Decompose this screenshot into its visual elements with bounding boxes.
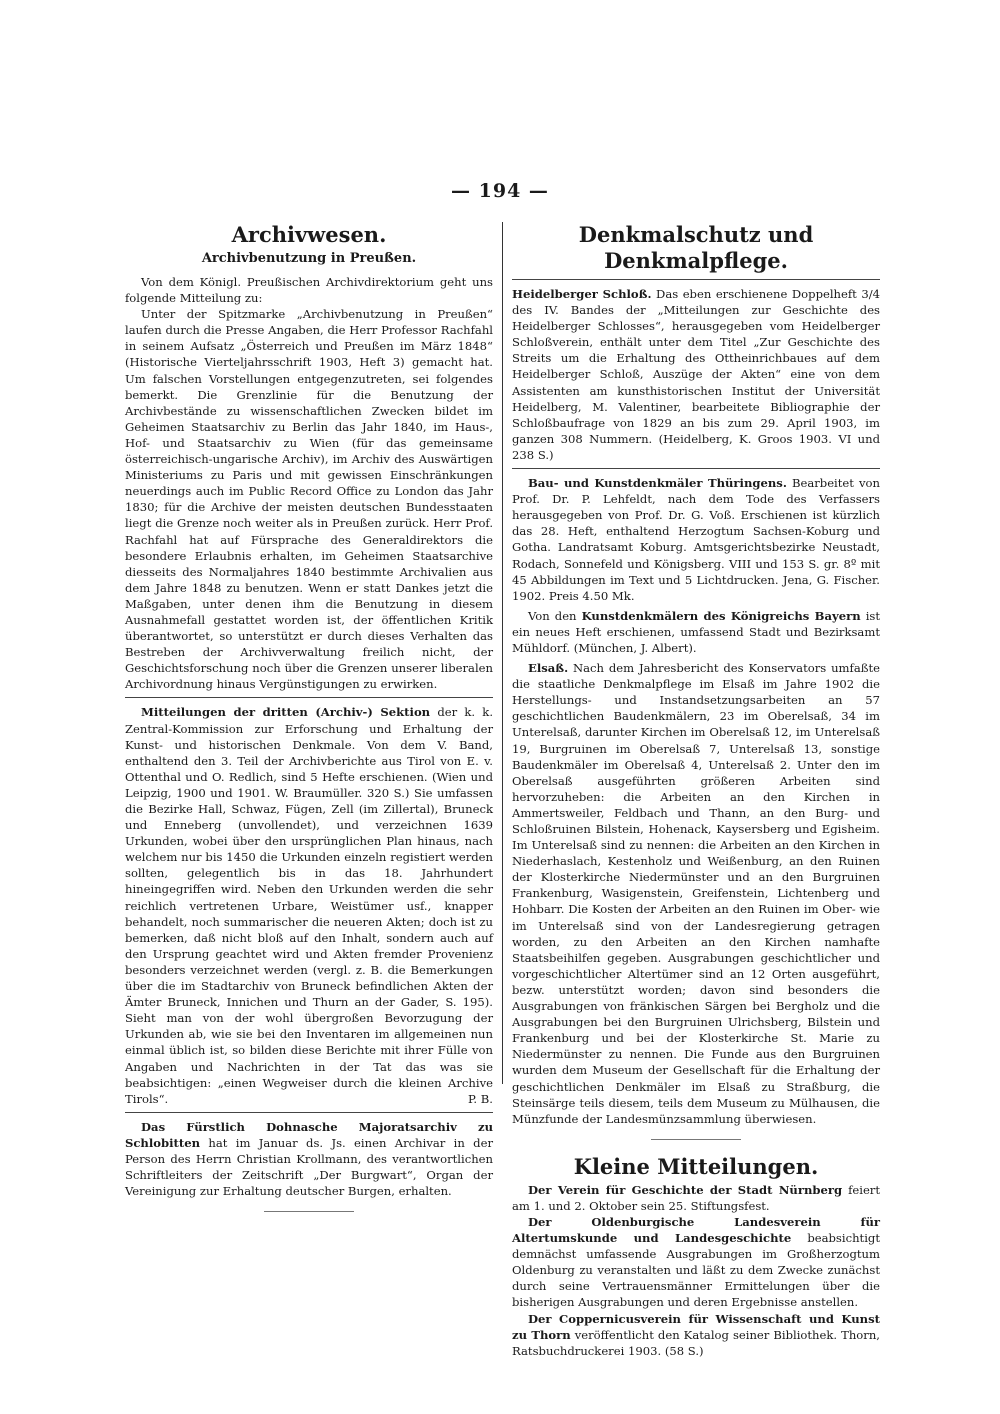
intro-paragraph: Von dem Königl. Preußischen Archivdirektorium geht uns folgende Mitteilung zu: [125, 275, 493, 306]
article-thorn [512, 1311, 880, 1359]
section-title-denkmalschutz: Denkmalschutz und Denkmalpflege. [578, 222, 814, 273]
article-heading: Kunstdenkmälern des Königreichs Bayern [581, 608, 861, 623]
article-text: ist ein neues Heft erschienen, umfassend Stadt und Bezirksamt Mühldorf. (München, J. Albert). [512, 608, 881, 655]
section-end-rule [651, 1139, 741, 1140]
right-column [512, 222, 880, 1359]
article-heading: Der Coppernicusverein für Wissenschaft und Kunst zu Thorn [512, 1311, 880, 1342]
divider [125, 697, 493, 698]
page-number: — 194 — [451, 180, 549, 202]
divider [512, 279, 880, 280]
left-column [125, 222, 493, 1226]
article-text: der k. k. Zentral-Kommission zur Erforschung und Erhaltung der Kunst- und historischen Denkmale. Von dem V. Band, enthaltend den 3. Teil der Archivberichte aus Tirol von E. v. Ottenthal und O. Redlich, sind 5 Hefte erschienen. (Wien und Leipzig, 1900 und 1901. W. Braumüller. 320 S.) Sie umfassen die Bezirke Hall, Schwaz, Fügen, Zell (im Zillertal), Bruneck und Enneberg (unvollendet), und verzeichnen 1639 Urkunden, wobei über den ursprünglichen Plan hinaus, nach welchem nur bis 1450 die Urkunden einzeln registiert werden sollten, gelegentlich bis in das 18. Jahrhundert hineingegriffen wird. Neben den Urkunden werden die sehr reichlich vertretenen Urbare, Weistümer usf., knapper behandelt, noch summarischer die neueren Akten; doch ist zu bemerken, daß nicht bloß auf den Inhalt, sondern auch auf den Ursprung geachtet wird und Akten fremder Provenienz besonders verzeichnet werden (vergl. z. B. die Bemerkungen über die im Stadtarchiv von Bruneck befindlichen Akten der Ämter Bruneck, Innichen und Thurn an der Gader, S. 195). Sieht man von der wohl übergroßen Bevorzugung der Urkunden ab, wie sie bei den Inventaren im allgemeinen nun einmal üblich ist, so bilden diese Berichte mit ihrer Fülle von Angaben und Nachrichten in der Tat das was sie beabsichtigen: „einen Wegweiser durch die kleinen Archive Tirols“. [125, 705, 493, 1106]
section-title-archivwesen: Archivwesen. [231, 222, 387, 247]
article-heading: Das Fürstlich Dohnasche Majoratsarchiv zu Schlobitten [125, 1119, 493, 1150]
article-dohna [125, 1119, 493, 1199]
end-rule [264, 1211, 354, 1212]
article-elsass [512, 660, 880, 1127]
article-heading: Bau- und Kunstdenkmäler Thüringens. [528, 476, 787, 491]
article-text: veröffentlicht den Katalog seiner Bibliothek. Thorn, Ratsbuchdruckerei 1903. (58 S.) [512, 1327, 880, 1358]
article-mitteilungen [125, 704, 493, 1106]
article-heidelberg [512, 286, 880, 463]
article-text: beabsichtigt demnächst umfassende Ausgrabungen im Großherzogtum Oldenburg zu veranstalten und läßt zu dem Zwecke zunächst durch seine Vertrauensmänner Ermittelungen über die bisherigen Ausgrabungen und deren Ergebnisse anstellen. [512, 1231, 880, 1310]
article-heading: Heidelberger Schloß. [512, 287, 652, 301]
subsection-title-archivbenutzung: Archivbenutzung in Preußen. [201, 251, 417, 266]
article-oldenburg [512, 1214, 880, 1311]
signature: P. B. [467, 1091, 493, 1106]
article-heading: Elsaß. [528, 661, 569, 676]
article-text: hat im Januar ds. Js. einen Archivar in der Person des Herrn Christian Krollmann, des verantwortlichen Schriftleiters der Zeitschrift „Der Burgwart“, Organ der Vereinigung zur Erhaltung deutscher Burgen, erhalten. [125, 1135, 494, 1199]
body-paragraph: Unter der Spitzmarke „Archivbenutzung in Preußen“ laufen durch die Presse Angaben, die Herr Professor Rachfahl in seinem Aufsatz „Österreich und Preußen im März 1848“ (Historische Vierteljahrsschrift 1903, Heft 3) gemacht hat. Um falschen Vorstellungen entgegenzutreten, sei folgendes bemerkt. Die Grenzlinie für die Benutzung der Archivbestände zu wissenschaftlichen Zwecken bildet im Geheimen Staatsarchiv zu Berlin das Jahr 1840, im Haus-, Hof- und Staatsarchiv zu Wien (für das gemeinsame österreichisch-ungarische Archiv), im Archiv des Auswärtigen Ministeriums zu Paris und mit gewissen Einschränkungen neuerdings auch im Public Record Office zu London das Jahr 1830; für die Archive der meisten deutschen Bundesstaaten liegt die Grenze noch weiter als in Preußen zurück. Herr Prof. Rachfahl hat auf Fürsprache des Generaldirektors die besondere Erlaubnis erhalten, im Geheimen Staatsarchive diesseits des Normaljahres 1840 bestimmte Archivalien aus dem Jahre 1848 zu benutzen. Wenn er statt Dankes jetzt die Maßgaben, unter denen ihm die Benutzung in diesem Ausnahmefall gestattet worden ist, der öffentlichen Kritik überantwortet, so unterstützt er durch dieses Verhalten das Bestreben der Archivverwaltung freilich nicht, der Geschichtsforschung noch über die Grenzen unserer liberalen Archivordnung hinaus Vergünstigungen zu erwirken. [125, 307, 493, 692]
article-nuernberg [512, 1182, 880, 1214]
article-text: Bearbeitet von Prof. Dr. P. Lehfeldt, nach dem Tode des Verfassers herausgegeben von Prof. Dr. G. Voß. Erschienen ist kürzlich das 28. Heft, enthaltend Herzogtum Sachsen-Koburg und Gotha. Landratsamt Koburg. Amtsgerichtsbezirke Neustadt, Rodach, Sonnefeld und Königsberg. VIII und 153 S. gr. 8º mit 45 Abbildungen im Text und 5 Lichtdrucken. Jena, G. Fischer. 1902. Preis 4.50 Mk. [512, 476, 881, 603]
article-thueringen [512, 475, 880, 604]
article-bayern [512, 608, 880, 656]
divider [125, 1112, 493, 1113]
article-text: Das eben erschienene Doppelheft 3/4 des IV. Bandes der „Mitteilungen zur Geschichte des Heidelberger Schlosses“, herausgegeben vom Heidelberger Schloßverein, enthält unter dem Titel „Zur Geschichte des Streits um die Erhaltung des Ottheinrichbaues auf dem Heidelberger Schloß, Auszüge der Akten“ eine von dem Assistenten am kunsthistorischen Institut der Universität Heidelberg, M. Valentiner, bearbeitete Bibliographie der Schloßbaufrage von 1829 an bis zum 29. April 1903, im ganzen 308 Nummern. (Heidelberg, K. Groos 1903. VI und 238 S.) [512, 287, 881, 462]
article-text-pre: Von den [528, 608, 577, 623]
article-heading: Der Verein für Geschichte der Stadt Nürnberg [528, 1182, 843, 1197]
article-text: Nach dem Jahresbericht des Konservators umfaßte die staatliche Denkmalpflege im Elsaß im Jahre 1902 die Herstellungs- und Instandsetzungsarbeiten an 57 geschichtlichen Baudenkmälern, 23 im Oberelsaß, 34 im Unterelsaß, darunter Kirchen im Oberelsaß 12, im Unterelsaß 19, Burgruinen im Oberelsaß 7, Unterelsaß 13, sonstige Baudenkmäler im Oberelsaß 4, Unterelsaß 2. Unter den im Oberelsaß ausgeführten größeren Arbeiten sind hervorzuheben: die Arbeiten an den Kirchen in Ammertsweiler, Feldbach und Thann, an den Burg- und Schloßruinen Bilstein, Hohenack, Kaysersberg und Egisheim. Im Unterelsaß sind zu nennen: die Arbeiten an den Kirchen in Niederhaslach, Kestenholz und Weißenburg, an den Ruinen der Klosterkirche Niedermünster und an den Burgruinen Frankenburg, Wasigenstein, Greifenstein, Lichtenberg und Hohbarr. Die Kosten der Arbeiten an den Ruinen im Ober- wie im Unterelsaß sind von der Landesregierung getragen worden, zu den Arbeiten an den Kirchen namhafte Staatsbeihilfen gegeben. Ausgrabungen geschichtlicher und vorgeschichtlicher Altertümer sind an 12 Orten ausgeführt, bezw. unterstützt worden; davon sind besonders die Ausgrabungen von fränkischen Särgen bei Bergholz und die Ausgrabungen bei den Burgruinen Ulrichsberg, Bilstein und Frankenburg und bei der Klosterkirche St. Marie zu Niedermünster zu nennen. Die Funde aus den Burgruinen wurden dem Museum der Gesellschaft für die Erhaltung der geschichtlichen Denkmäler im Elsaß zu Straßburg, die Steinsärge teils diesem, teils dem Museum zu Mülhausen, die Münzfunde der Landesmünzsammlung überwiesen. [512, 661, 881, 1126]
article-text: feiert am 1. und 2. Oktober sein 25. Stiftungsfest. [512, 1182, 881, 1213]
article-heading: Der Oldenburgische Landesverein für Altertumskunde und Landesgeschichte [512, 1214, 880, 1246]
column-divider [502, 222, 503, 1084]
divider [512, 468, 880, 469]
section-title-kleine-mitteilungen: Kleine Mitteilungen. [573, 1153, 819, 1179]
article-heading: Mitteilungen der dritten (Archiv-) Sektion [141, 705, 431, 720]
